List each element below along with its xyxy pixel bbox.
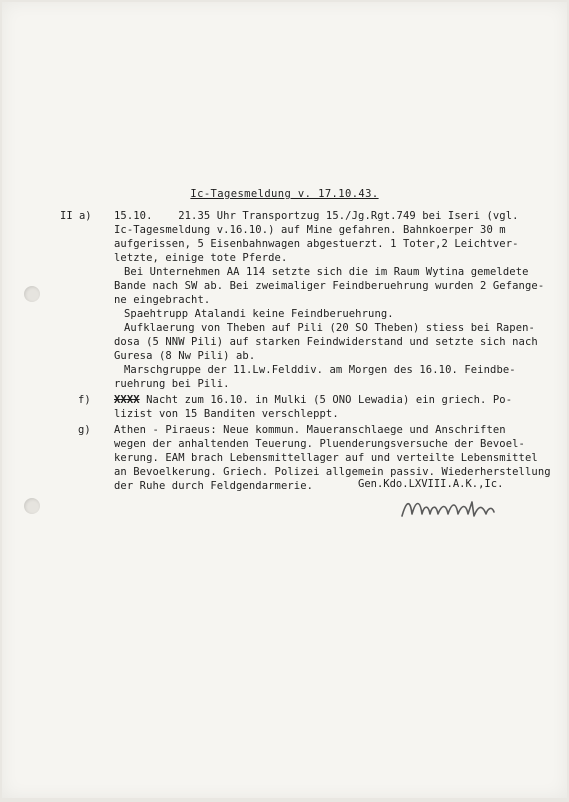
text-line: aufgerissen, 5 Eisenbahnwagen abgestuerzt. 1 Toter,2 Leichtver-	[114, 238, 519, 250]
text-line: wegen der anhaltenden Teuerung. Pluenderungsversuche der Bevoel-	[114, 438, 525, 450]
text-line: Bande nach SW ab. Bei zweimaliger Feindberuehrung wurden 2 Gefange-	[114, 280, 545, 292]
punch-hole	[24, 498, 40, 514]
text-line: an Bevoelkerung. Griech. Polizei allgemein passiv. Wiederherstellung	[114, 466, 551, 478]
text-line: Athen - Piraeus: Neue kommun. Maueranschlaege und Anschriften	[114, 424, 506, 436]
item-label: g)	[78, 424, 91, 436]
document-title: Ic-Tagesmeldung v. 17.10.43.	[190, 188, 379, 200]
text-line: Spaehtrupp Atalandi keine Feindberuehrung.	[124, 308, 394, 320]
text-line: Bei Unternehmen AA 114 setzte sich die im Raum Wytina gemeldete	[124, 266, 529, 278]
text-line: ruehrung bei Pili.	[114, 378, 230, 390]
struck-text: XXXX	[114, 394, 140, 406]
text-line: kerung. EAM brach Lebensmittellager auf und verteilte Lebensmittel	[114, 452, 538, 464]
item-label: f)	[78, 394, 91, 406]
text-line: Ic-Tagesmeldung v.16.10.) auf Mine gefahren. Bahnkoerper 30 m	[114, 224, 506, 236]
text-line: der Ruhe durch Feldgendarmerie.	[114, 480, 314, 492]
signature-line: Gen.Kdo.LXVIII.A.K.,Ic.	[358, 478, 504, 490]
handwritten-signature	[398, 492, 498, 524]
text-line: Guresa (8 Nw Pili) ab.	[114, 350, 256, 362]
punch-hole	[24, 286, 40, 302]
text-line: lizist von 15 Banditen verschleppt.	[114, 408, 339, 420]
text-line: Marschgruppe der 11.Lw.Felddiv. am Morgen des 16.10. Feindbe-	[124, 364, 516, 376]
text-line: 15.10. 21.35 Uhr Transportzug 15./Jg.Rgt.749 bei Iseri (vgl.	[114, 210, 519, 222]
text-line: Aufklaerung von Theben auf Pili (20 SO Theben) stiess bei Rapen-	[124, 322, 535, 334]
text-line: ne eingebracht.	[114, 294, 211, 306]
text-line: dosa (5 NNW Pili) auf starken Feindwiderstand und setzte sich nach	[114, 336, 538, 348]
document-page	[2, 2, 567, 798]
text-line: letzte, einige tote Pferde.	[114, 252, 288, 264]
section-label: II a)	[60, 210, 92, 222]
text-fragment: Nacht zum 16.10. in Mulki (5 ONO Lewadia) ein griech. Po-	[139, 394, 513, 406]
text-line	[114, 394, 512, 406]
